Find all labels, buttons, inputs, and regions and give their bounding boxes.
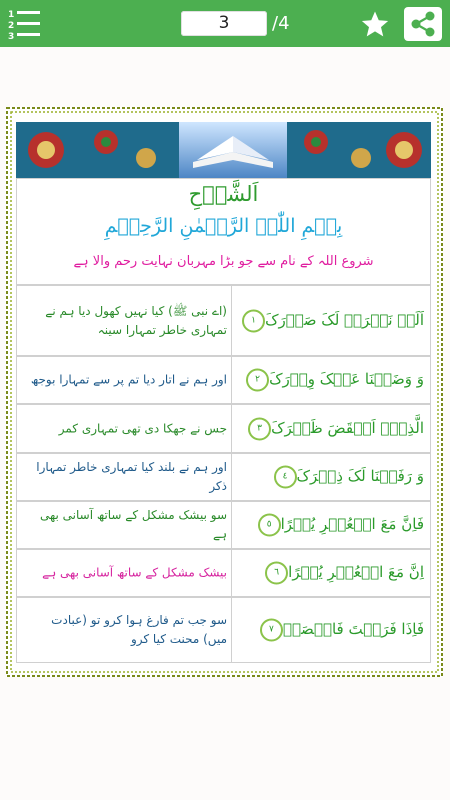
verse-arabic xyxy=(241,514,424,537)
verse-arabic-text: فَاِذَا فَرَغۡتَ فَانۡصَبۡ xyxy=(282,620,424,638)
top-toolbar xyxy=(0,0,450,47)
verse-translation: سو جب تم فارغ ہوا کرو تو (عبادت میں) محنت کیا کرو xyxy=(51,613,227,646)
svg-text:2: 2 xyxy=(8,21,15,31)
verse-arabic xyxy=(241,466,424,489)
page-number-input[interactable]: 3 xyxy=(181,11,267,36)
column-divider xyxy=(231,286,232,355)
verse-translation: اور ہم نے اتار دیا تم پر سے تمہارا بوجھ xyxy=(30,372,227,387)
page-total: /4 xyxy=(272,13,290,34)
svg-text:1: 1 xyxy=(8,10,15,20)
ayah-number-icon: ٢ xyxy=(246,369,269,392)
ayah-number-icon: ٥ xyxy=(258,514,281,537)
verse-arabic-text: وَ رَفَعۡنَا لَکَ ذِکۡرَکَ xyxy=(296,467,424,485)
ayah-number-icon: ٣ xyxy=(248,417,271,440)
verse-row[interactable] xyxy=(16,285,431,356)
verse-arabic xyxy=(241,417,424,440)
ayah-number-icon: ١ xyxy=(242,309,265,332)
verse-row[interactable] xyxy=(16,549,431,597)
opening-translation: شروع اللہ کے نام سے جو بڑا مہربان نہایت رحم والا ہے xyxy=(73,254,374,269)
verse-arabic xyxy=(241,619,424,642)
ayah-number-icon: ٤ xyxy=(274,466,297,489)
verse-row[interactable] xyxy=(16,404,431,453)
share-icon[interactable] xyxy=(404,7,442,41)
column-divider xyxy=(231,357,232,403)
ayah-number-icon: ٧ xyxy=(260,619,283,642)
verse-translation: بیشک مشکل کے ساتھ آسانی بھی ہے xyxy=(42,565,227,580)
verse-row[interactable] xyxy=(16,597,431,663)
verse-arabic-text: الَّذِیۡۤ اَنۡقَضَ ظَہۡرَکَ xyxy=(271,418,424,437)
verse-translation: جس نے جھکا دی تھی تمہاری کمر xyxy=(58,421,227,435)
verse-arabic xyxy=(241,562,424,585)
verse-arabic xyxy=(241,369,424,392)
bismillah: بِسۡمِ اللّٰہِ الرَّحۡمٰنِ الرَّحِیۡمِ xyxy=(104,215,343,237)
column-divider xyxy=(231,502,232,548)
surah-header xyxy=(16,178,431,285)
verse-row[interactable] xyxy=(16,453,431,501)
column-divider xyxy=(231,405,232,452)
verse-arabic-text: فَاِنَّ مَعَ الۡعُسۡرِ یُسۡرًا xyxy=(280,515,424,533)
verse-translation: سو بیشک مشکل کے ساتھ آسانی بھی ہے xyxy=(39,508,227,541)
verse-row[interactable] xyxy=(16,501,431,549)
column-divider xyxy=(231,598,232,662)
quran-book-image xyxy=(179,122,287,178)
star-icon[interactable] xyxy=(360,9,390,39)
verse-row[interactable] xyxy=(16,356,431,404)
svg-text:3: 3 xyxy=(8,32,15,41)
column-divider xyxy=(231,454,232,500)
column-divider xyxy=(231,550,232,596)
verse-arabic-text: وَ وَضَعۡنَا عَنۡکَ وِزۡرَکَ xyxy=(269,370,424,388)
verse-arabic-text: اَلَمۡ نَشۡرَحۡ لَکَ صَدۡرَکَ xyxy=(265,310,424,329)
ayah-number-icon: ٦ xyxy=(265,562,288,585)
ornamental-banner xyxy=(16,122,431,178)
verse-translation: اور ہم نے بلند کیا تمہاری خاطر تمہارا ذکر xyxy=(36,460,227,493)
surah-title: اَلشَّرۡحِ xyxy=(188,182,259,206)
verse-arabic xyxy=(241,309,424,332)
numbered-list-icon[interactable] xyxy=(6,7,42,41)
verse-arabic-text: اِنَّ مَعَ الۡعُسۡرِ یُسۡرًا xyxy=(288,563,424,581)
verse-translation: (اے نبی ﷺ) کیا نہیں کھول دیا ہم نے تمہاری خاطر تمہارا سینہ xyxy=(45,303,227,337)
